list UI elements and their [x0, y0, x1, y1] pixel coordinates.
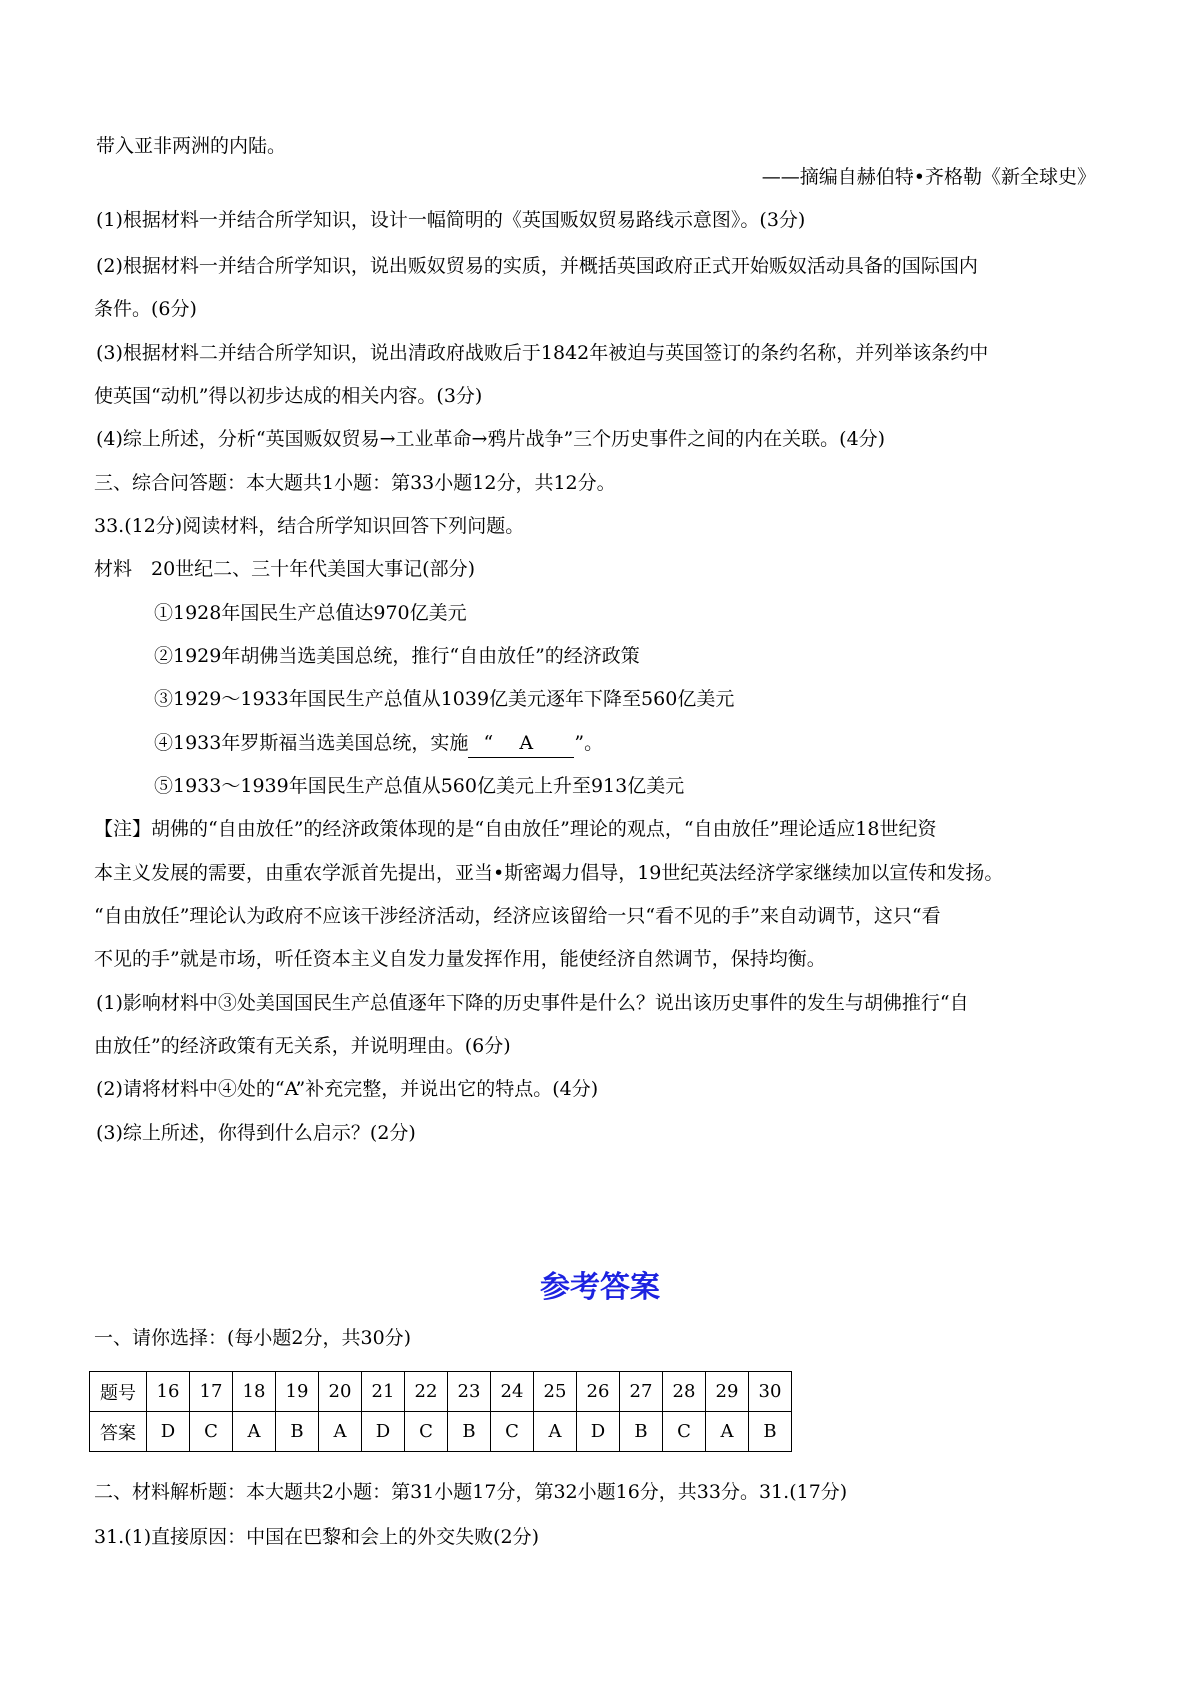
event-item-3: ③1929～1933年国民生产总值从1039亿美元逐年下降至560亿美元 [154, 688, 735, 710]
answer-cell: A [534, 1412, 577, 1452]
question-number-cell: 29 [706, 1372, 749, 1412]
question-number-cell: 24 [491, 1372, 534, 1412]
question-32-2: (2)根据材料一并结合所学知识，说出贩奴贸易的实质，并概括英国政府正式开始贩奴活动具备的国际国内 [96, 255, 978, 277]
question-number-cell: 16 [147, 1372, 190, 1412]
note-line: 本主义发展的需要，由重农学派首先提出，亚当•斯密竭力倡导，19世纪英法经济学家继续加以宣传和发扬。 [94, 862, 1004, 884]
answer-cell: D [147, 1412, 190, 1452]
question-number-cell: 18 [233, 1372, 276, 1412]
fill-in-blank [468, 729, 574, 758]
answer-cell: C [405, 1412, 448, 1452]
answer-cell: A [706, 1412, 749, 1452]
question-number-cell: 19 [276, 1372, 319, 1412]
answer-section-2-heading: 二、材料解析题：本大题共2小题：第31小题17分，第32小题16分，共33分。31.(17分) [94, 1481, 848, 1503]
event-item-1: ①1928年国民生产总值达970亿美元 [154, 602, 467, 624]
note-line: “自由放任”理论认为政府不应该干涉经济活动，经济应该留给一只“看不见的手”来自动调节，这只“看 [94, 905, 941, 927]
answer-cell: C [663, 1412, 706, 1452]
answer-cell: B [749, 1412, 792, 1452]
material-title: 材料 20世纪二、三十年代美国大事记(部分) [94, 558, 476, 580]
row-label-number: 题号 [90, 1372, 147, 1412]
question-number-cell: 25 [534, 1372, 577, 1412]
question-32-2-cont: 条件。(6分) [94, 298, 197, 320]
event-item-4-text: ④1933年罗斯福当选美国总统，实施 [154, 732, 469, 754]
question-number-cell: 28 [663, 1372, 706, 1412]
question-32-3: (3)根据材料二并结合所学知识，说出清政府战败后于1842年被迫与英国签订的条约名称，并列举该条约中 [96, 342, 989, 364]
answer-cell: D [577, 1412, 620, 1452]
answer-cell: B [276, 1412, 319, 1452]
source-citation: ——摘编自赫伯特•齐格勒《新全球史》 [761, 166, 1096, 188]
answer-cell: B [620, 1412, 663, 1452]
blank-open-quote: “ [483, 732, 494, 754]
question-number-cell: 17 [190, 1372, 233, 1412]
question-32-3-cont: 使英国“动机”得以初步达成的相关内容。(3分) [94, 385, 483, 407]
event-item-5: ⑤1933～1939年国民生产总值从560亿美元上升至913亿美元 [154, 775, 685, 797]
question-number-cell: 26 [577, 1372, 620, 1412]
sub-question-3: (3)综上所述，你得到什么启示？(2分) [96, 1122, 416, 1144]
question-number-cell: 21 [362, 1372, 405, 1412]
note-line: 不见的手”就是市场，听任资本主义自发力量发挥作用，能使经济自然调节，保持均衡。 [94, 948, 826, 970]
sub-question-1-cont: 由放任”的经济政策有无关系，并说明理由。(6分) [94, 1035, 511, 1057]
question-32-1: (1)根据材料一并结合所学知识，设计一幅简明的《英国贩奴贸易路线示意图》。(3分) [96, 209, 806, 231]
answer-cell: C [190, 1412, 233, 1452]
answer-section-1-heading: 一、请你选择：(每小题2分，共30分) [94, 1327, 412, 1349]
answer-cell: C [491, 1412, 534, 1452]
table-row-answers [90, 1412, 792, 1452]
table-row-numbers [90, 1372, 792, 1412]
answer-cell: A [233, 1412, 276, 1452]
answer-cell: D [362, 1412, 405, 1452]
blank-letter: A [519, 732, 534, 754]
section-3-heading: 三、综合问答题：本大题共1小题：第33小题12分，共12分。 [94, 472, 616, 494]
question-number-cell: 27 [620, 1372, 663, 1412]
note-line: 【注】胡佛的“自由放任”的经济政策体现的是“自由放任”理论的观点，“自由放任”理论适应18世纪资 [94, 818, 937, 840]
question-number-cell: 30 [749, 1372, 792, 1412]
answer-31-1: 31.(1)直接原因：中国在巴黎和会上的外交失败(2分) [94, 1526, 540, 1548]
question-number-cell: 22 [405, 1372, 448, 1412]
blank-close-quote: ”。 [574, 732, 604, 754]
answer-cell: B [448, 1412, 491, 1452]
event-item-4 [154, 729, 603, 757]
answer-table [89, 1371, 792, 1452]
answer-cell: A [319, 1412, 362, 1452]
question-number-cell: 20 [319, 1372, 362, 1412]
question-32-4: (4)综上所述，分析“英国贩奴贸易→工业革命→鸦片战争”三个历史事件之间的内在关联。(4分) [96, 428, 886, 450]
answer-key-title: 参考答案 [540, 1270, 660, 1305]
question-33: 33.(12分)阅读材料，结合所学知识回答下列问题。 [94, 515, 525, 537]
question-number-cell: 23 [448, 1372, 491, 1412]
sub-question-2: (2)请将材料中④处的“A”补充完整，并说出它的特点。(4分) [96, 1078, 599, 1100]
event-item-2: ②1929年胡佛当选美国总统，推行“自由放任”的经济政策 [154, 645, 640, 667]
sub-question-1: (1)影响材料中③处美国国民生产总值逐年下降的历史事件是什么？说出该历史事件的发生与胡佛推行“自 [96, 992, 969, 1014]
row-label-answer: 答案 [90, 1412, 147, 1452]
material-text-line: 带入亚非两洲的内陆。 [96, 135, 287, 157]
